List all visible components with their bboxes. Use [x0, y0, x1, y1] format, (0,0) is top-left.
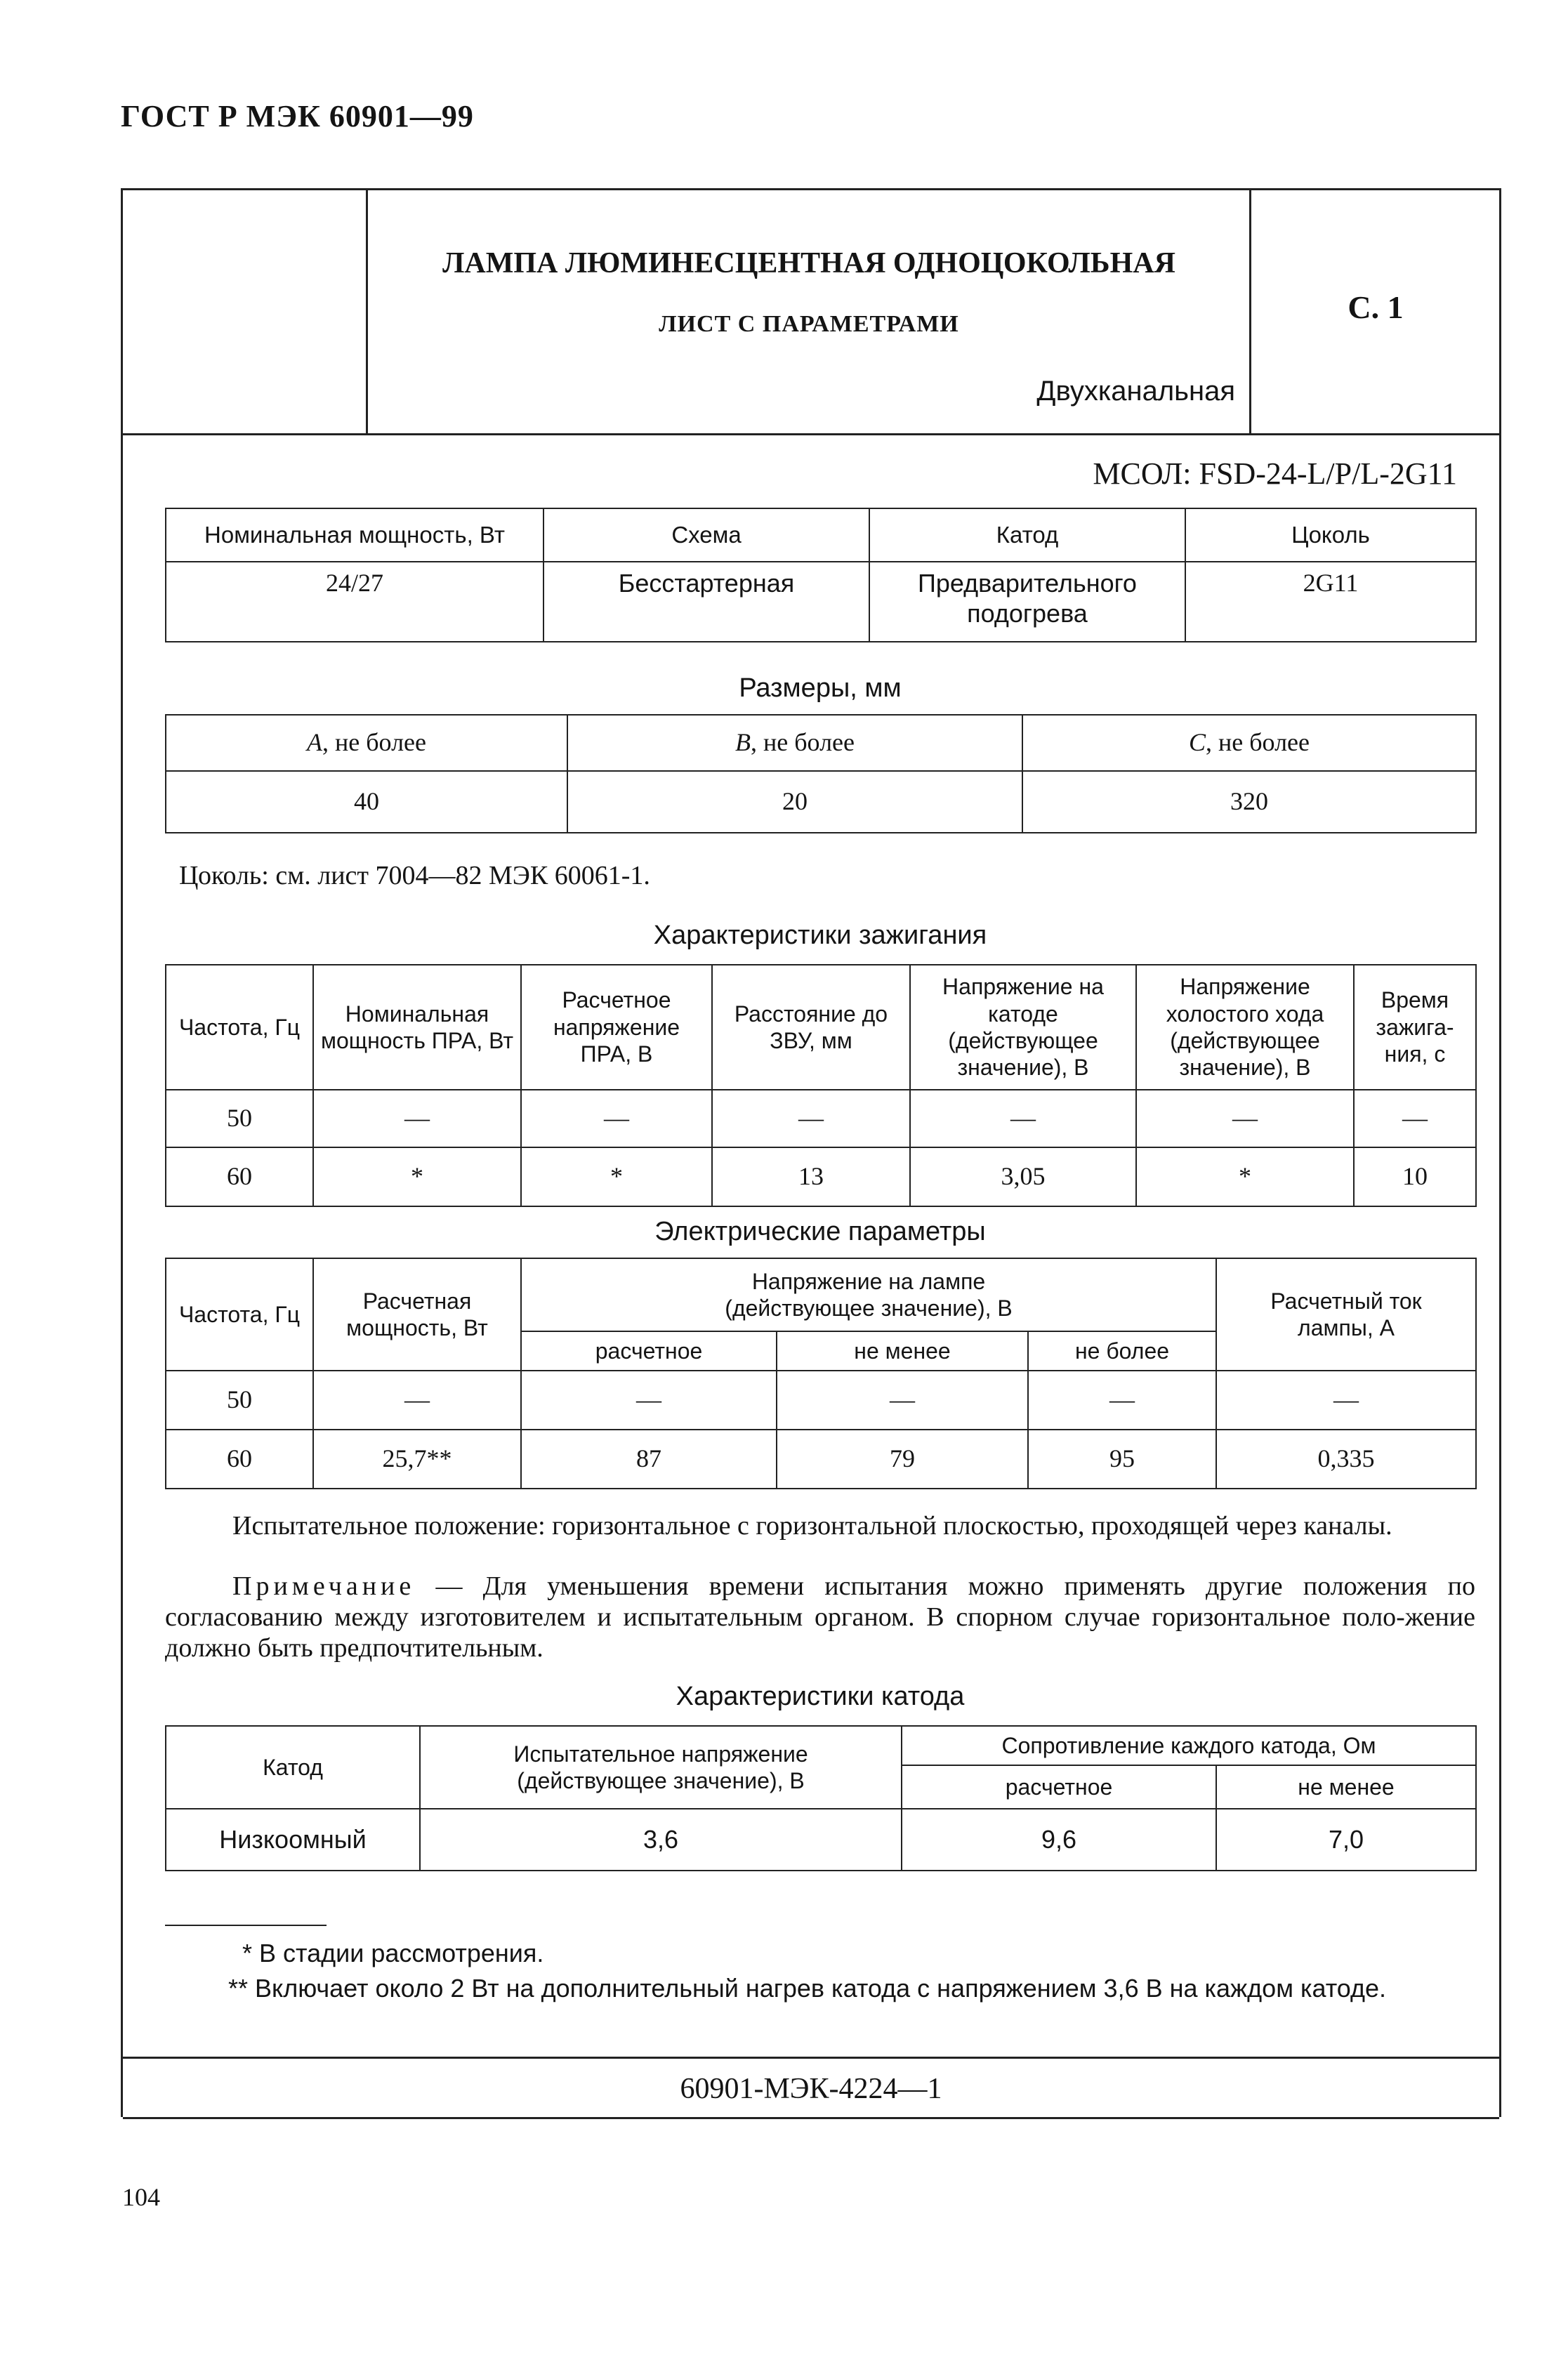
electrical-subheader-rated: расчетное: [521, 1331, 777, 1371]
cathode-header-resistance: Сопротивление каждого катода, Ом: [902, 1726, 1476, 1765]
general-scheme-value: Бесстартерная: [543, 562, 869, 642]
dimension-b-rest: , не более: [750, 728, 855, 757]
ignition-cell: *: [521, 1147, 712, 1206]
dimension-c-value: 320: [1022, 771, 1476, 833]
dimension-a-letter: A: [306, 728, 322, 757]
document-id: ГОСТ Р МЭК 60901—99: [121, 99, 474, 133]
cathode-header-cathode: Катод: [166, 1726, 420, 1809]
sheet-code: 60901-МЭК-4224—1: [680, 2073, 942, 2105]
general-header-scheme: Схема: [543, 508, 869, 562]
sheet-frame: [121, 188, 1501, 2117]
ignition-row-60: [166, 1147, 1476, 1206]
ignition-header-frequency: Частота, Гц: [166, 965, 313, 1090]
ignition-cell: 50: [166, 1090, 313, 1147]
dimension-c-letter: C: [1188, 728, 1206, 757]
lamp-type: Двухканальная: [1036, 376, 1235, 407]
ignition-cell: *: [1136, 1147, 1354, 1206]
general-table: [165, 508, 1477, 642]
ignition-cell: —: [712, 1090, 910, 1147]
electrical-cell: —: [313, 1371, 521, 1430]
page-number: 104: [122, 2183, 160, 2211]
electrical-header-row: [166, 1258, 1476, 1331]
ignition-header-open-circuit-voltage: Напряжение холостого хода (действующее значение), В: [1136, 965, 1354, 1090]
ignition-cell: —: [313, 1090, 521, 1147]
cathode-min-resistance-value: 7,0: [1216, 1809, 1476, 1871]
ignition-cell: 3,05: [910, 1147, 1136, 1206]
ignition-cell: 13: [712, 1147, 910, 1206]
ignition-row-50: [166, 1090, 1476, 1147]
electrical-cell: 0,335: [1216, 1430, 1476, 1489]
general-header-base: Цоколь: [1185, 508, 1476, 562]
general-header-row: [166, 508, 1476, 562]
dimension-b-value: 20: [567, 771, 1022, 833]
electrical-caption: Электрические параметры: [654, 1217, 986, 1246]
ignition-table: [165, 964, 1477, 1207]
ignition-cell: —: [1136, 1090, 1354, 1147]
electrical-cell: —: [1028, 1371, 1216, 1430]
ignition-cell: —: [521, 1090, 712, 1147]
general-base-value: 2G11: [1185, 562, 1476, 642]
dimensions-caption: Размеры, мм: [739, 673, 902, 703]
electrical-cell: 50: [166, 1371, 313, 1430]
note-label: Примечание: [232, 1571, 416, 1601]
electrical-header-frequency: Частота, Гц: [166, 1258, 313, 1371]
dimension-c-rest: , не более: [1206, 728, 1310, 757]
cathode-table: [165, 1725, 1477, 1871]
ignition-header-row: [166, 965, 1476, 1090]
ignition-header-time: Время зажига-ния, с: [1354, 965, 1476, 1090]
ignition-header-cathode-voltage: Напряжение на катоде (действующее значение), В: [910, 965, 1136, 1090]
ignition-header-distance: Расстояние до ЗВУ, мм: [712, 965, 910, 1090]
general-header-power: Номинальная мощность, Вт: [166, 508, 543, 562]
electrical-cell: 60: [166, 1430, 313, 1489]
electrical-cell: 79: [777, 1430, 1028, 1489]
lamp-code: МСОЛ: FSD-24-L/P/L-2G11: [1093, 456, 1457, 491]
ignition-header-ballast-voltage: Расчетное напряжение ПРА, В: [521, 965, 712, 1090]
dimension-b-header: [567, 715, 1022, 771]
dimensions-header-row: [166, 715, 1476, 771]
electrical-subheader-max: не более: [1028, 1331, 1216, 1371]
electrical-header-current: Расчетный ток лампы, А: [1216, 1258, 1476, 1371]
header-divider-left: [366, 190, 368, 433]
dimensions-value-row: [166, 771, 1476, 833]
cathode-rated-resistance-value: 9,6: [902, 1809, 1216, 1871]
sheet-page: С. 1: [1348, 289, 1404, 325]
general-cathode-value: Предварительного подогрева: [869, 562, 1185, 642]
electrical-cell: 95: [1028, 1430, 1216, 1489]
footnote-separator: [165, 1925, 327, 1926]
ignition-cell: —: [910, 1090, 1136, 1147]
header-bottom-line: [123, 433, 1499, 435]
dimension-a-value: 40: [166, 771, 567, 833]
dimension-b-letter: B: [734, 728, 751, 757]
ignition-cell: *: [313, 1147, 521, 1206]
cathode-subheader-min: не менее: [1216, 1765, 1476, 1809]
ignition-cell: —: [1354, 1090, 1476, 1147]
cathode-header-voltage: Испытательное напряжение (действующее значение), В: [420, 1726, 902, 1809]
base-note: Цоколь: см. лист 7004—82 МЭК 60061-1.: [179, 861, 650, 890]
electrical-cell: 87: [521, 1430, 777, 1489]
electrical-cell: —: [521, 1371, 777, 1430]
electrical-subheader-min: не менее: [777, 1331, 1028, 1371]
cathode-voltage-value: 3,6: [420, 1809, 902, 1871]
general-value-row: [166, 562, 1476, 642]
sheet-subtitle: ЛИСТ С ПАРАМЕТРАМИ: [659, 311, 959, 337]
electrical-header-power: Расчетная мощность, Вт: [313, 1258, 521, 1371]
electrical-table: [165, 1258, 1477, 1489]
ignition-header-ballast-power: Номинальная мощность ПРА, Вт: [313, 965, 521, 1090]
note-paragraph: [165, 1571, 1475, 1663]
ignition-caption: Характеристики зажигания: [653, 921, 987, 950]
ignition-cell: 10: [1354, 1147, 1476, 1206]
header-divider-right: [1249, 190, 1251, 433]
cathode-header-row: [166, 1726, 1476, 1765]
footnote-1: * В стадии рассмотрения.: [242, 1939, 544, 1967]
electrical-row-60: [166, 1430, 1476, 1489]
footer-top-line: [123, 2057, 1499, 2059]
electrical-cell: —: [777, 1371, 1028, 1430]
cathode-subheader-rated: расчетное: [902, 1765, 1216, 1809]
note-text: — Для уменьшения времени испытания можно применять другие положения по согласованию между изготовителем и испытательным органом. В спорном случае горизонтальное поло-жение должно быть предпочтительным.: [165, 1571, 1475, 1663]
sheet-title: ЛАМПА ЛЮМИНЕСЦЕНТНАЯ ОДНОЦОКОЛЬНАЯ: [442, 247, 1175, 279]
general-header-cathode: Катод: [869, 508, 1185, 562]
electrical-row-50: [166, 1371, 1476, 1430]
electrical-header-voltage: Напряжение на лампе (действующее значение), В: [521, 1258, 1216, 1331]
electrical-cell: 25,7**: [313, 1430, 521, 1489]
dimension-a-header: [166, 715, 567, 771]
footer-bottom-line: [123, 2117, 1499, 2119]
dimension-a-rest: , не более: [322, 728, 426, 757]
footnote-2: ** Включает около 2 Вт на дополнительный нагрев катода с напряжением 3,6 В на каждом катоде.: [228, 1974, 1387, 2003]
cathode-caption: Характеристики катода: [676, 1682, 965, 1711]
ignition-cell: 60: [166, 1147, 313, 1206]
test-position-text: Испытательное положение: горизонтальное с горизонтальной плоскостью, проходящей через каналы.: [232, 1511, 1392, 1541]
electrical-cell: —: [1216, 1371, 1476, 1430]
general-power-value: 24/27: [166, 562, 543, 642]
dimension-c-header: [1022, 715, 1476, 771]
dimensions-table: [165, 714, 1477, 833]
cathode-value-row: [166, 1809, 1476, 1871]
cathode-type-value: Низкоомный: [166, 1809, 420, 1871]
